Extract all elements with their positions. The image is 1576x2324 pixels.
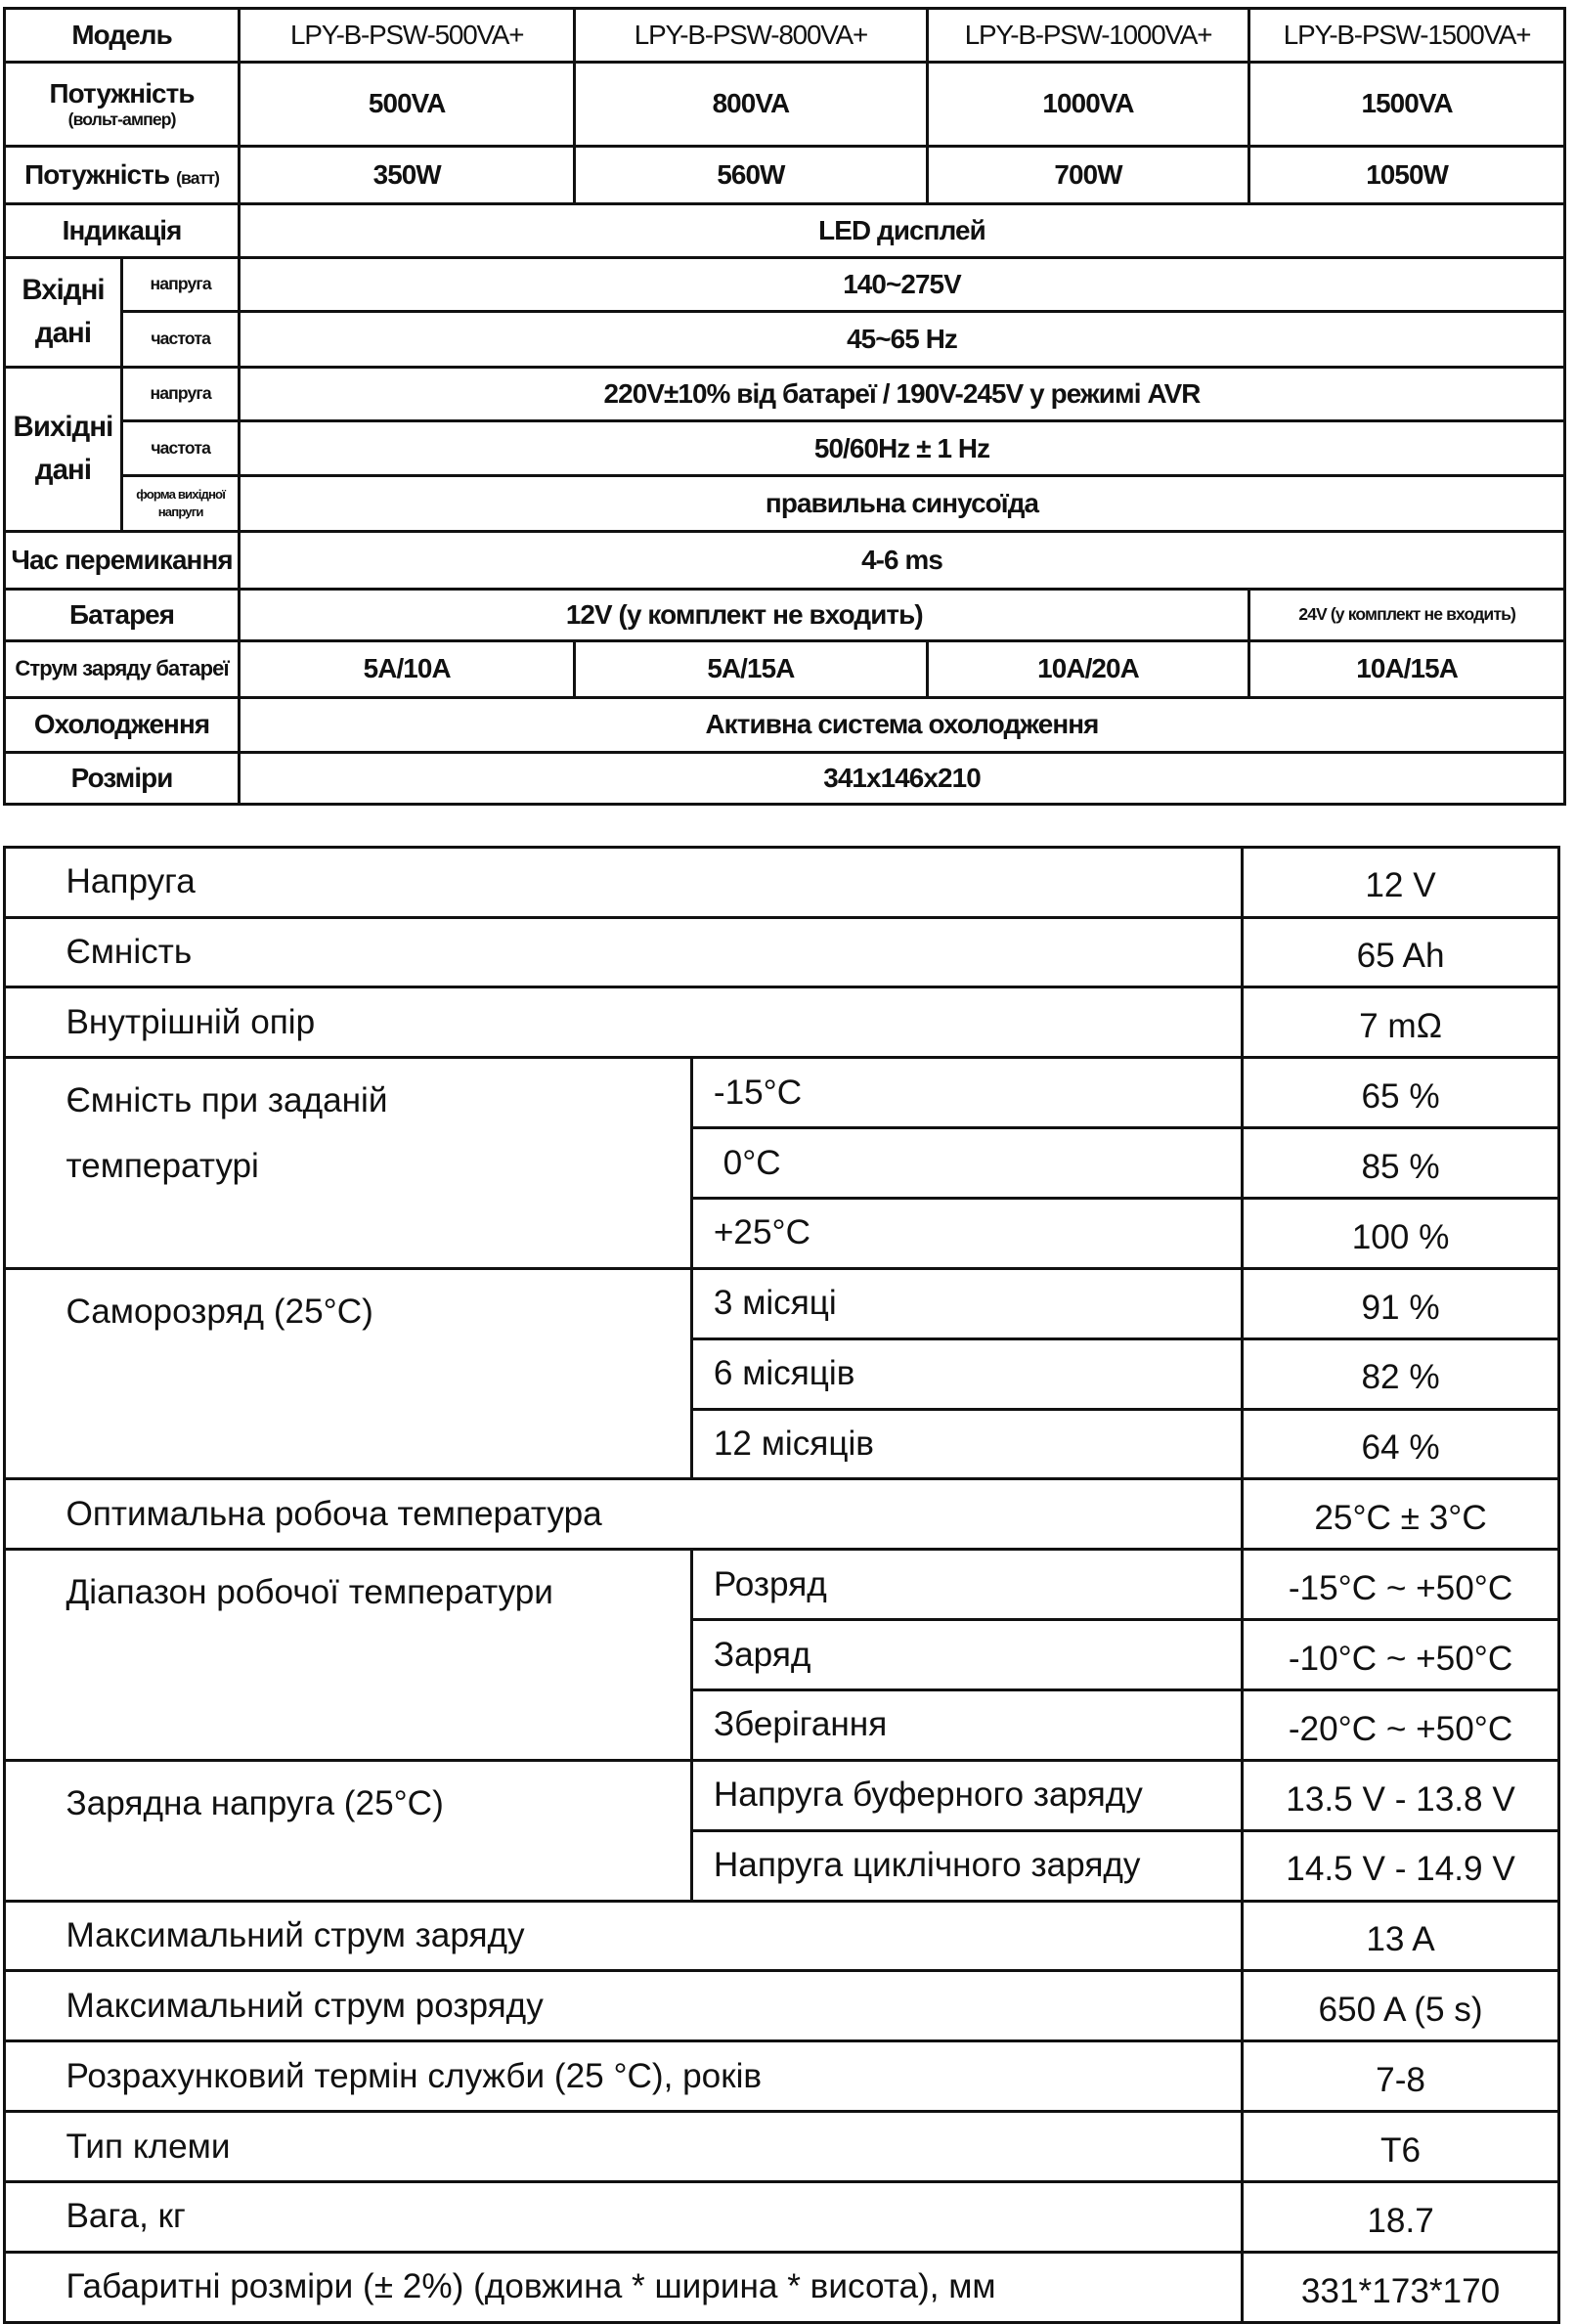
cooling-label: Охолодження (4, 698, 239, 753)
row-value: -20°C ~ +50°C (1243, 1689, 1559, 1760)
power-w-label (4, 146, 239, 203)
input-frequency-value: 45~65 Hz (240, 311, 1565, 367)
waveform-label: форма вихідної напруги (122, 476, 240, 532)
dimensions-label: Розміри (4, 752, 239, 804)
power-va-label (4, 62, 239, 146)
group-label (4, 1550, 691, 1761)
table-row (4, 917, 1558, 987)
row-label: Оптимальна робоча температура (4, 1479, 1242, 1550)
row-value: 82 % (1243, 1338, 1559, 1409)
power-va-unit: (вольт-ампер) (67, 109, 176, 129)
row-indication (4, 203, 1564, 258)
sub-label: 3 місяці (692, 1268, 1243, 1338)
row-value: 65 % (1243, 1058, 1559, 1128)
group-label-text: Зарядна напруга (25°C) (66, 1783, 444, 1822)
input-frequency-label: частота (122, 311, 240, 367)
row-value: 100 % (1243, 1198, 1559, 1268)
power-va-cell: 500VA (240, 62, 575, 146)
row-value: 7 mΩ (1243, 987, 1559, 1058)
table-row (4, 987, 1558, 1058)
sub-label: -15°C (692, 1058, 1243, 1128)
table-row (4, 2112, 1558, 2182)
group-label-text: Діапазон робочої температури (66, 1573, 553, 1612)
table-row (4, 2041, 1558, 2112)
row-power-va (4, 62, 1564, 146)
switch-time-value: 4-6 ms (240, 532, 1565, 590)
row-label: Внутрішній опір (4, 987, 1242, 1058)
row-value: 12 V (1243, 847, 1559, 917)
power-va-cell: 1000VA (927, 62, 1249, 146)
output-frequency-label: частота (122, 421, 240, 476)
row-switch-time (4, 532, 1564, 590)
row-value: 18.7 (1243, 2181, 1559, 2252)
row-value: 331*173*170 (1243, 2252, 1559, 2322)
row-value: 65 Ah (1243, 917, 1559, 987)
row-label: Максимальний струм розряду (4, 1971, 1242, 2041)
group-label-text: Ємність при заданій температурі (66, 1081, 388, 1186)
output-frequency-value: 50/60Hz ± 1 Hz (240, 421, 1565, 476)
row-waveform (4, 476, 1564, 532)
ups-spec-table (3, 7, 1566, 805)
row-value: T6 (1243, 2112, 1559, 2182)
sub-label: 6 місяців (692, 1338, 1243, 1409)
row-input-frequency (4, 311, 1564, 367)
table-row (4, 2252, 1558, 2322)
output-label: Вихідні дані (4, 367, 121, 532)
power-w-cell: 350W (240, 146, 575, 203)
table-row (4, 2181, 1558, 2252)
charge-current-cell: 10A/20A (927, 640, 1249, 698)
input-voltage-value: 140~275V (240, 258, 1565, 311)
row-label: Напруга (4, 847, 1242, 917)
power-w-label-text: Потужність (24, 158, 170, 190)
row-model (4, 9, 1564, 62)
row-value: 64 % (1243, 1409, 1559, 1479)
row-value: 14.5 V - 14.9 V (1243, 1830, 1559, 1901)
row-value: 85 % (1243, 1128, 1559, 1199)
table-row (4, 1479, 1558, 1550)
input-label: Вхідні дані (4, 258, 121, 367)
charge-current-cell: 5A/15A (575, 640, 928, 698)
battery-spec-table (3, 846, 1560, 2324)
row-dimensions (4, 752, 1564, 804)
charge-current-cell: 5A/10A (240, 640, 575, 698)
power-w-unit: (ватт) (176, 167, 220, 188)
table-row (4, 1058, 1558, 1128)
table-row (4, 1550, 1558, 1620)
row-value: 650 A (5 s) (1243, 1971, 1559, 2041)
sub-label: Заряд (692, 1620, 1243, 1690)
row-output-frequency (4, 421, 1564, 476)
group-label (4, 1058, 691, 1269)
row-value: 7-8 (1243, 2041, 1559, 2112)
row-power-w (4, 146, 1564, 203)
row-label: Тип клеми (4, 2112, 1242, 2182)
sub-label: Напруга циклічного заряду (692, 1830, 1243, 1901)
waveform-value: правильна синусоїда (240, 476, 1565, 532)
row-label: Максимальний струм заряду (4, 1901, 1242, 1971)
charge-current-cell: 10A/15A (1249, 640, 1564, 698)
battery-12v-value: 12V (у комплект не входить) (240, 589, 1249, 640)
row-value: 13.5 V - 13.8 V (1243, 1760, 1559, 1830)
row-charge-current (4, 640, 1564, 698)
power-va-label-text: Потужність (49, 77, 195, 109)
row-label: Вага, кг (4, 2181, 1242, 2252)
row-output-voltage (4, 367, 1564, 421)
power-va-cell: 1500VA (1249, 62, 1564, 146)
cooling-value: Активна система охолодження (240, 698, 1565, 753)
battery-24v-value: 24V (у комплект не входить) (1249, 589, 1564, 640)
battery-label: Батарея (4, 589, 239, 640)
sub-label: 0°C (692, 1128, 1243, 1199)
power-w-cell: 1050W (1249, 146, 1564, 203)
row-value: -15°C ~ +50°C (1243, 1550, 1559, 1620)
table-row (4, 1760, 1558, 1830)
row-value: -10°C ~ +50°C (1243, 1620, 1559, 1690)
charge-current-label: Струм заряду батареї (4, 640, 239, 698)
row-value: 91 % (1243, 1268, 1559, 1338)
row-input-voltage (4, 258, 1564, 311)
row-cooling (4, 698, 1564, 753)
table-row (4, 1901, 1558, 1971)
model-cell: LPY-B-PSW-1000VA+ (927, 9, 1249, 62)
dimensions-value: 341x146x210 (240, 752, 1565, 804)
power-w-cell: 560W (575, 146, 928, 203)
switch-time-label: Час перемикання (4, 532, 239, 590)
power-w-cell: 700W (927, 146, 1249, 203)
group-label-text: Саморозряд (25°C) (66, 1292, 373, 1331)
input-voltage-label: напруга (122, 258, 240, 311)
sub-label: Розряд (692, 1550, 1243, 1620)
sub-label: Напруга буферного заряду (692, 1760, 1243, 1830)
indication-label: Індикація (4, 203, 239, 258)
sub-label: +25°C (692, 1198, 1243, 1268)
model-cell: LPY-B-PSW-1500VA+ (1249, 9, 1564, 62)
row-label: Ємність (4, 917, 1242, 987)
sub-label: 12 місяців (692, 1409, 1243, 1479)
table-row (4, 1268, 1558, 1338)
table-row (4, 1971, 1558, 2041)
group-label (4, 1268, 691, 1479)
table-row (4, 847, 1558, 917)
group-label (4, 1760, 691, 1901)
sub-label: Зберігання (692, 1689, 1243, 1760)
output-voltage-label: напруга (122, 367, 240, 421)
row-label: Габаритні розміри (± 2%) (довжина * ширина * висота), мм (4, 2252, 1242, 2322)
row-value: 13 A (1243, 1901, 1559, 1971)
model-cell: LPY-B-PSW-800VA+ (575, 9, 928, 62)
row-value: 25°C ± 3°C (1243, 1479, 1559, 1550)
output-voltage-value: 220V±10% від батареї / 190V-245V у режимі AVR (240, 367, 1565, 421)
row-label: Розрахунковий термін служби (25 °C), років (4, 2041, 1242, 2112)
model-label: Модель (4, 9, 239, 62)
power-va-cell: 800VA (575, 62, 928, 146)
row-battery (4, 589, 1564, 640)
model-cell: LPY-B-PSW-500VA+ (240, 9, 575, 62)
indication-value: LED дисплей (240, 203, 1565, 258)
